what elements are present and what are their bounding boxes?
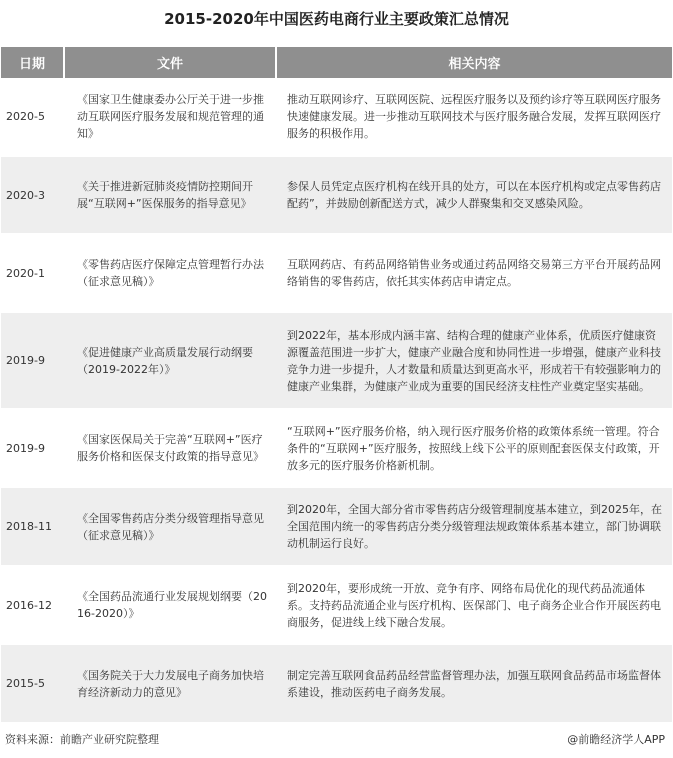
- row-document: 《促进健康产业高质量发展行动纲要（2019-2022年）》: [65, 313, 277, 410]
- policy-table: [1, 47, 672, 724]
- row-date: 2015-5: [1, 645, 65, 724]
- column-header-content: 相关内容: [277, 47, 672, 78]
- row-date: 2018-11: [1, 488, 65, 567]
- column-header-date: 日期: [1, 47, 65, 78]
- row-document: 《全国药品流通行业发展规划纲要（2016-2020）》: [65, 567, 277, 645]
- row-content: 到2020年，全国大部分省市零售药店分级管理制度基本建立，到2025年，在全国范围内统一的零售药店分类分级管理法规政策体系基本建立，部门协调联动机制运行良好。: [277, 488, 672, 567]
- row-date: 2016-12: [1, 567, 65, 645]
- table-row: [1, 567, 672, 645]
- row-date: 2020-1: [1, 235, 65, 313]
- row-document: 《零售药店医疗保障定点管理暂行办法（征求意见稿）》: [65, 235, 277, 313]
- row-date: 2019-9: [1, 313, 65, 410]
- brand-credit: @前瞻经济学人APP: [567, 733, 665, 746]
- table-row: [1, 645, 672, 724]
- table-row: [1, 78, 672, 157]
- page-title: 2015-2020年中国医药电商行业主要政策汇总情况: [164, 10, 509, 28]
- row-date: 2020-5: [1, 78, 65, 157]
- row-document: 《国家卫生健康委办公厅关于进一步推动互联网医疗服务发展和规范管理的通知》: [65, 78, 277, 157]
- row-content: 推动互联网诊疗、互联网医院、远程医疗服务以及预约诊疗等互联网医疗服务快速健康发展。进一步推动互联网技术与医疗服务融合发展，发挥互联网医疗服务的积极作用。: [277, 78, 672, 157]
- row-document: 《国务院关于大力发展电子商务加快培育经济新动力的意见》: [65, 645, 277, 724]
- row-content: 参保人员凭定点医疗机构在线开具的处方，可以在本医疗机构或定点零售药店配药”，并鼓励创新配送方式，减少人群聚集和交叉感染风险。: [277, 157, 672, 235]
- row-date: 2019-9: [1, 410, 65, 488]
- row-date: 2020-3: [1, 157, 65, 235]
- table-header-row: [1, 47, 672, 78]
- column-header-document: 文件: [65, 47, 277, 78]
- table-row: [1, 157, 672, 235]
- row-document: 《全国零售药店分类分级管理指导意见（征求意见稿）》: [65, 488, 277, 567]
- row-content: 制定完善互联网食品药品经营监督管理办法，加强互联网食品药品市场监督体系建设，推动医药电子商务发展。: [277, 645, 672, 724]
- row-content: “互联网+”医疗服务价格，纳入现行医疗服务价格的政策体系统一管理。符合条件的“互联网+”医疗服务，按照线上线下公平的原则配套医保支付政策，开放多元的医疗服务价格新机制。: [277, 410, 672, 488]
- table-row: [1, 410, 672, 488]
- row-content: 互联网药店、有药品网络销售业务或通过药品网络交易第三方平台开展药品网络销售的零售药店，依托其实体药店申请定点。: [277, 235, 672, 313]
- footer: [0, 731, 673, 751]
- source-note: 资料来源：前瞻产业研究院整理: [5, 733, 159, 746]
- table-row: [1, 313, 672, 410]
- row-document: 《国家医保局关于完善“互联网+”医疗服务价格和医保支付政策的指导意见》: [65, 410, 277, 488]
- row-content: 到2020年，要形成统一开放、竞争有序、网络布局优化的现代药品流通体系。支持药品流通企业与医疗机构、医保部门、电子商务企业合作开展医药电商服务，促进线上线下融合发展。: [277, 567, 672, 645]
- row-content: 到2022年，基本形成内涵丰富、结构合理的健康产业体系，优质医疗健康资源覆盖范围进一步扩大，健康产业融合度和协同性进一步增强，健康产业科技竞争力进一步提升，人才数量和质量达到更高水平，形成若干有较强影响力的健康产业集群，为健康产业成为重要的国民经济支柱性产业奠定坚实基础。: [277, 313, 672, 410]
- table-row: [1, 488, 672, 567]
- table-row: [1, 235, 672, 313]
- row-document: 《关于推进新冠肺炎疫情防控期间开展“互联网+”医保服务的指导意见》: [65, 157, 277, 235]
